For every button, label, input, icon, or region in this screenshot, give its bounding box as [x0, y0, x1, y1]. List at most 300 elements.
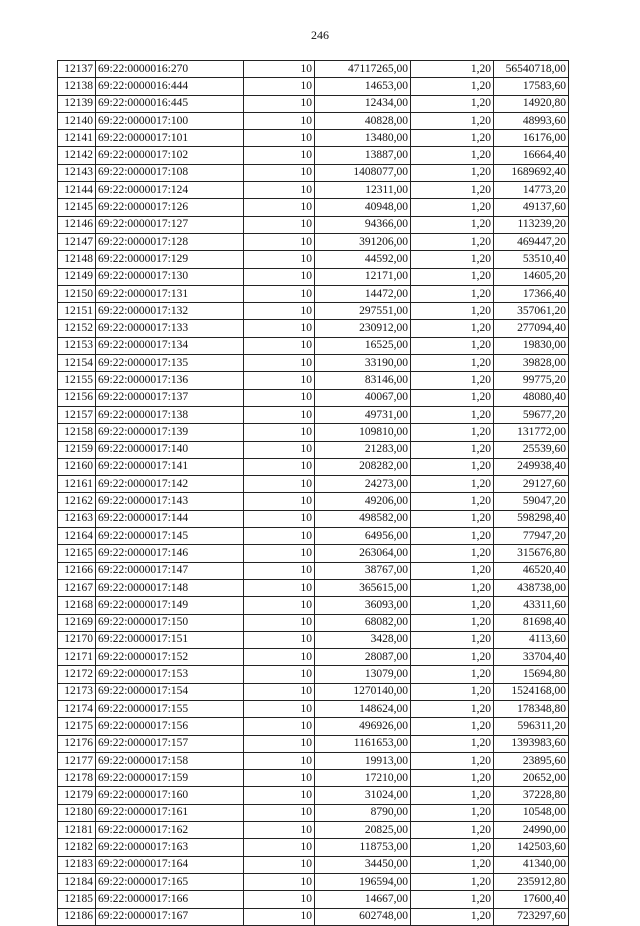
row-number-cell: 12157 [58, 406, 96, 423]
value-b-cell: 36093,00 [315, 597, 411, 614]
value-b-cell: 496926,00 [315, 718, 411, 735]
value-a-cell: 10 [244, 251, 315, 268]
value-a-cell: 10 [244, 389, 315, 406]
cadastral-number-cell: 69:22:0000017:150 [96, 614, 244, 631]
result-cell: 357061,20 [494, 303, 569, 320]
row-number-cell: 12173 [58, 683, 96, 700]
value-b-cell: 13887,00 [315, 147, 411, 164]
value-b-cell: 14667,00 [315, 891, 411, 908]
value-b-cell: 208282,00 [315, 458, 411, 475]
value-a-cell: 10 [244, 597, 315, 614]
result-cell: 53510,40 [494, 251, 569, 268]
value-a-cell: 10 [244, 233, 315, 250]
table-row [58, 268, 569, 285]
row-number-cell: 12153 [58, 337, 96, 354]
cadastral-number-cell: 69:22:0000017:147 [96, 562, 244, 579]
cadastral-number-cell: 69:22:0000017:140 [96, 441, 244, 458]
row-number-cell: 12162 [58, 493, 96, 510]
value-a-cell: 10 [244, 406, 315, 423]
value-b-cell: 20825,00 [315, 822, 411, 839]
value-b-cell: 13480,00 [315, 130, 411, 147]
row-number-cell: 12185 [58, 891, 96, 908]
table-row [58, 683, 569, 700]
coefficient-cell: 1,20 [411, 683, 494, 700]
table-row [58, 233, 569, 250]
cadastral-number-cell: 69:22:0000017:108 [96, 164, 244, 181]
table-row [58, 804, 569, 821]
row-number-cell: 12144 [58, 182, 96, 199]
value-b-cell: 148624,00 [315, 700, 411, 717]
coefficient-cell: 1,20 [411, 891, 494, 908]
row-number-cell: 12150 [58, 285, 96, 302]
value-a-cell: 10 [244, 649, 315, 666]
table-row [58, 95, 569, 112]
row-number-cell: 12164 [58, 528, 96, 545]
value-a-cell: 10 [244, 303, 315, 320]
result-cell: 46520,40 [494, 562, 569, 579]
coefficient-cell: 1,20 [411, 597, 494, 614]
result-cell: 598298,40 [494, 510, 569, 527]
table-row [58, 147, 569, 164]
value-a-cell: 10 [244, 614, 315, 631]
coefficient-cell: 1,20 [411, 424, 494, 441]
cadastral-number-cell: 69:22:0000017:151 [96, 631, 244, 648]
value-b-cell: 40067,00 [315, 389, 411, 406]
cadastral-number-cell: 69:22:0000017:139 [96, 424, 244, 441]
table-row [58, 528, 569, 545]
cadastral-number-cell: 69:22:0000017:167 [96, 908, 244, 925]
coefficient-cell: 1,20 [411, 320, 494, 337]
value-b-cell: 14653,00 [315, 78, 411, 95]
value-a-cell: 10 [244, 164, 315, 181]
table-row [58, 839, 569, 856]
value-a-cell: 10 [244, 285, 315, 302]
row-number-cell: 12180 [58, 804, 96, 821]
row-number-cell: 12159 [58, 441, 96, 458]
table-row [58, 303, 569, 320]
value-b-cell: 263064,00 [315, 545, 411, 562]
value-b-cell: 365615,00 [315, 579, 411, 596]
table-row [58, 372, 569, 389]
cadastral-number-cell: 69:22:0000017:101 [96, 130, 244, 147]
table-row [58, 700, 569, 717]
value-a-cell: 10 [244, 441, 315, 458]
table-body [58, 61, 569, 926]
value-b-cell: 3428,00 [315, 631, 411, 648]
coefficient-cell: 1,20 [411, 562, 494, 579]
row-number-cell: 12168 [58, 597, 96, 614]
coefficient-cell: 1,20 [411, 251, 494, 268]
cadastral-number-cell: 69:22:0000017:130 [96, 268, 244, 285]
row-number-cell: 12140 [58, 112, 96, 129]
cadastral-number-cell: 69:22:0000016:270 [96, 61, 244, 78]
coefficient-cell: 1,20 [411, 735, 494, 752]
value-a-cell: 10 [244, 510, 315, 527]
table-row [58, 873, 569, 890]
value-b-cell: 64956,00 [315, 528, 411, 545]
table-row [58, 614, 569, 631]
cadastral-number-cell: 69:22:0000017:142 [96, 476, 244, 493]
result-cell: 277094,40 [494, 320, 569, 337]
coefficient-cell: 1,20 [411, 458, 494, 475]
value-a-cell: 10 [244, 78, 315, 95]
row-number-cell: 12183 [58, 856, 96, 873]
result-cell: 20652,00 [494, 770, 569, 787]
table-row [58, 320, 569, 337]
value-a-cell: 10 [244, 804, 315, 821]
cadastral-number-cell: 69:22:0000017:137 [96, 389, 244, 406]
table-row [58, 389, 569, 406]
value-b-cell: 38767,00 [315, 562, 411, 579]
cadastral-number-cell: 69:22:0000016:444 [96, 78, 244, 95]
result-cell: 49137,60 [494, 199, 569, 216]
coefficient-cell: 1,20 [411, 441, 494, 458]
cadastral-number-cell: 69:22:0000017:131 [96, 285, 244, 302]
value-b-cell: 12434,00 [315, 95, 411, 112]
result-cell: 1689692,40 [494, 164, 569, 181]
row-number-cell: 12163 [58, 510, 96, 527]
result-cell: 16664,40 [494, 147, 569, 164]
result-cell: 249938,40 [494, 458, 569, 475]
row-number-cell: 12138 [58, 78, 96, 95]
value-a-cell: 10 [244, 337, 315, 354]
value-a-cell: 10 [244, 476, 315, 493]
table-row [58, 199, 569, 216]
coefficient-cell: 1,20 [411, 130, 494, 147]
coefficient-cell: 1,20 [411, 908, 494, 925]
result-cell: 1393983,60 [494, 735, 569, 752]
table-row [58, 476, 569, 493]
value-a-cell: 10 [244, 822, 315, 839]
table-row [58, 891, 569, 908]
row-number-cell: 12182 [58, 839, 96, 856]
value-b-cell: 16525,00 [315, 337, 411, 354]
value-a-cell: 10 [244, 458, 315, 475]
coefficient-cell: 1,20 [411, 873, 494, 890]
cadastral-number-cell: 69:22:0000017:144 [96, 510, 244, 527]
table-row [58, 78, 569, 95]
table-row [58, 752, 569, 769]
cadastral-number-cell: 69:22:0000017:132 [96, 303, 244, 320]
row-number-cell: 12167 [58, 579, 96, 596]
row-number-cell: 12148 [58, 251, 96, 268]
value-a-cell: 10 [244, 268, 315, 285]
table-row [58, 822, 569, 839]
cadastral-number-cell: 69:22:0000017:155 [96, 700, 244, 717]
row-number-cell: 12142 [58, 147, 96, 164]
result-cell: 24990,00 [494, 822, 569, 839]
row-number-cell: 12179 [58, 787, 96, 804]
value-a-cell: 10 [244, 320, 315, 337]
cadastral-number-cell: 69:22:0000017:164 [96, 856, 244, 873]
table-row [58, 337, 569, 354]
value-b-cell: 28087,00 [315, 649, 411, 666]
table-row [58, 251, 569, 268]
result-cell: 48080,40 [494, 389, 569, 406]
coefficient-cell: 1,20 [411, 528, 494, 545]
result-cell: 142503,60 [494, 839, 569, 856]
row-number-cell: 12177 [58, 752, 96, 769]
row-number-cell: 12184 [58, 873, 96, 890]
value-b-cell: 8790,00 [315, 804, 411, 821]
table-row [58, 510, 569, 527]
row-number-cell: 12170 [58, 631, 96, 648]
value-b-cell: 14472,00 [315, 285, 411, 302]
result-cell: 33704,40 [494, 649, 569, 666]
value-b-cell: 47117265,00 [315, 61, 411, 78]
coefficient-cell: 1,20 [411, 579, 494, 596]
coefficient-cell: 1,20 [411, 666, 494, 683]
cadastral-number-cell: 69:22:0000017:162 [96, 822, 244, 839]
coefficient-cell: 1,20 [411, 199, 494, 216]
result-cell: 438738,00 [494, 579, 569, 596]
cadastral-number-cell: 69:22:0000017:128 [96, 233, 244, 250]
result-cell: 41340,00 [494, 856, 569, 873]
result-cell: 29127,60 [494, 476, 569, 493]
value-b-cell: 49206,00 [315, 493, 411, 510]
coefficient-cell: 1,20 [411, 355, 494, 372]
coefficient-cell: 1,20 [411, 839, 494, 856]
table-row [58, 130, 569, 147]
result-cell: 131772,00 [494, 424, 569, 441]
value-b-cell: 24273,00 [315, 476, 411, 493]
result-cell: 39828,00 [494, 355, 569, 372]
table-row [58, 856, 569, 873]
value-b-cell: 31024,00 [315, 787, 411, 804]
cadastral-number-cell: 69:22:0000017:127 [96, 216, 244, 233]
cadastral-number-cell: 69:22:0000017:157 [96, 735, 244, 752]
coefficient-cell: 1,20 [411, 822, 494, 839]
result-cell: 37228,80 [494, 787, 569, 804]
cadastral-number-cell: 69:22:0000017:160 [96, 787, 244, 804]
result-cell: 81698,40 [494, 614, 569, 631]
row-number-cell: 12181 [58, 822, 96, 839]
value-b-cell: 1161653,00 [315, 735, 411, 752]
row-number-cell: 12169 [58, 614, 96, 631]
row-number-cell: 12158 [58, 424, 96, 441]
coefficient-cell: 1,20 [411, 147, 494, 164]
result-cell: 19830,00 [494, 337, 569, 354]
value-a-cell: 10 [244, 528, 315, 545]
table-row [58, 545, 569, 562]
table-row [58, 908, 569, 925]
row-number-cell: 12151 [58, 303, 96, 320]
coefficient-cell: 1,20 [411, 372, 494, 389]
result-cell: 469447,20 [494, 233, 569, 250]
coefficient-cell: 1,20 [411, 770, 494, 787]
row-number-cell: 12137 [58, 61, 96, 78]
table-row [58, 718, 569, 735]
coefficient-cell: 1,20 [411, 493, 494, 510]
result-cell: 15694,80 [494, 666, 569, 683]
value-b-cell: 13079,00 [315, 666, 411, 683]
row-number-cell: 12186 [58, 908, 96, 925]
value-a-cell: 10 [244, 147, 315, 164]
coefficient-cell: 1,20 [411, 752, 494, 769]
result-cell: 17366,40 [494, 285, 569, 302]
coefficient-cell: 1,20 [411, 856, 494, 873]
table-row [58, 164, 569, 181]
value-b-cell: 83146,00 [315, 372, 411, 389]
cadastral-number-cell: 69:22:0000017:136 [96, 372, 244, 389]
value-a-cell: 10 [244, 562, 315, 579]
result-cell: 596311,20 [494, 718, 569, 735]
cadastral-number-cell: 69:22:0000017:129 [96, 251, 244, 268]
value-a-cell: 10 [244, 130, 315, 147]
value-a-cell: 10 [244, 752, 315, 769]
value-b-cell: 40948,00 [315, 199, 411, 216]
result-cell: 77947,20 [494, 528, 569, 545]
result-cell: 59677,20 [494, 406, 569, 423]
value-a-cell: 10 [244, 199, 315, 216]
cadastral-number-cell: 69:22:0000017:154 [96, 683, 244, 700]
data-table [57, 60, 569, 926]
table-row [58, 182, 569, 199]
result-cell: 25539,60 [494, 441, 569, 458]
coefficient-cell: 1,20 [411, 614, 494, 631]
cadastral-number-cell: 69:22:0000017:135 [96, 355, 244, 372]
value-b-cell: 40828,00 [315, 112, 411, 129]
coefficient-cell: 1,20 [411, 787, 494, 804]
value-a-cell: 10 [244, 718, 315, 735]
result-cell: 16176,00 [494, 130, 569, 147]
value-b-cell: 21283,00 [315, 441, 411, 458]
coefficient-cell: 1,20 [411, 718, 494, 735]
table-row [58, 597, 569, 614]
row-number-cell: 12156 [58, 389, 96, 406]
value-a-cell: 10 [244, 493, 315, 510]
coefficient-cell: 1,20 [411, 804, 494, 821]
table-row [58, 458, 569, 475]
result-cell: 235912,80 [494, 873, 569, 890]
coefficient-cell: 1,20 [411, 216, 494, 233]
value-a-cell: 10 [244, 182, 315, 199]
result-cell: 10548,00 [494, 804, 569, 821]
coefficient-cell: 1,20 [411, 268, 494, 285]
coefficient-cell: 1,20 [411, 61, 494, 78]
row-number-cell: 12178 [58, 770, 96, 787]
cadastral-number-cell: 69:22:0000017:156 [96, 718, 244, 735]
cadastral-number-cell: 69:22:0000017:158 [96, 752, 244, 769]
table-row [58, 562, 569, 579]
row-number-cell: 12143 [58, 164, 96, 181]
result-cell: 178348,80 [494, 700, 569, 717]
row-number-cell: 12171 [58, 649, 96, 666]
coefficient-cell: 1,20 [411, 303, 494, 320]
value-b-cell: 297551,00 [315, 303, 411, 320]
value-b-cell: 94366,00 [315, 216, 411, 233]
table-row [58, 579, 569, 596]
page-number: 246 [311, 28, 329, 42]
coefficient-cell: 1,20 [411, 476, 494, 493]
coefficient-cell: 1,20 [411, 285, 494, 302]
value-a-cell: 10 [244, 787, 315, 804]
cadastral-number-cell: 69:22:0000016:445 [96, 95, 244, 112]
cadastral-number-cell: 69:22:0000017:138 [96, 406, 244, 423]
coefficient-cell: 1,20 [411, 182, 494, 199]
cadastral-number-cell: 69:22:0000017:165 [96, 873, 244, 890]
table-row [58, 649, 569, 666]
coefficient-cell: 1,20 [411, 545, 494, 562]
table-row [58, 285, 569, 302]
result-cell: 99775,20 [494, 372, 569, 389]
coefficient-cell: 1,20 [411, 649, 494, 666]
table-row [58, 493, 569, 510]
value-b-cell: 12171,00 [315, 268, 411, 285]
result-cell: 59047,20 [494, 493, 569, 510]
row-number-cell: 12152 [58, 320, 96, 337]
cadastral-number-cell: 69:22:0000017:100 [96, 112, 244, 129]
row-number-cell: 12166 [58, 562, 96, 579]
value-b-cell: 1408077,00 [315, 164, 411, 181]
row-number-cell: 12149 [58, 268, 96, 285]
value-a-cell: 10 [244, 61, 315, 78]
value-b-cell: 12311,00 [315, 182, 411, 199]
cadastral-number-cell: 69:22:0000017:145 [96, 528, 244, 545]
value-b-cell: 196594,00 [315, 873, 411, 890]
result-cell: 23895,60 [494, 752, 569, 769]
cadastral-number-cell: 69:22:0000017:159 [96, 770, 244, 787]
result-cell: 48993,60 [494, 112, 569, 129]
coefficient-cell: 1,20 [411, 164, 494, 181]
value-a-cell: 10 [244, 856, 315, 873]
value-a-cell: 10 [244, 112, 315, 129]
cadastral-number-cell: 69:22:0000017:143 [96, 493, 244, 510]
value-b-cell: 68082,00 [315, 614, 411, 631]
row-number-cell: 12146 [58, 216, 96, 233]
value-a-cell: 10 [244, 355, 315, 372]
value-a-cell: 10 [244, 545, 315, 562]
table-row [58, 666, 569, 683]
row-number-cell: 12175 [58, 718, 96, 735]
row-number-cell: 12176 [58, 735, 96, 752]
coefficient-cell: 1,20 [411, 95, 494, 112]
result-cell: 723297,60 [494, 908, 569, 925]
value-b-cell: 1270140,00 [315, 683, 411, 700]
table-row [58, 406, 569, 423]
value-b-cell: 391206,00 [315, 233, 411, 250]
value-a-cell: 10 [244, 700, 315, 717]
value-a-cell: 10 [244, 839, 315, 856]
table-row [58, 112, 569, 129]
table-row [58, 441, 569, 458]
table-row [58, 216, 569, 233]
table-row [58, 355, 569, 372]
result-cell: 4113,60 [494, 631, 569, 648]
cadastral-number-cell: 69:22:0000017:124 [96, 182, 244, 199]
cadastral-number-cell: 69:22:0000017:153 [96, 666, 244, 683]
value-a-cell: 10 [244, 579, 315, 596]
row-number-cell: 12161 [58, 476, 96, 493]
coefficient-cell: 1,20 [411, 233, 494, 250]
value-a-cell: 10 [244, 873, 315, 890]
value-a-cell: 10 [244, 372, 315, 389]
value-a-cell: 10 [244, 891, 315, 908]
value-b-cell: 17210,00 [315, 770, 411, 787]
value-b-cell: 602748,00 [315, 908, 411, 925]
result-cell: 17600,40 [494, 891, 569, 908]
table-row [58, 424, 569, 441]
row-number-cell: 12141 [58, 130, 96, 147]
value-a-cell: 10 [244, 424, 315, 441]
cadastral-number-cell: 69:22:0000017:166 [96, 891, 244, 908]
coefficient-cell: 1,20 [411, 78, 494, 95]
cadastral-number-cell: 69:22:0000017:161 [96, 804, 244, 821]
cadastral-number-cell: 69:22:0000017:163 [96, 839, 244, 856]
row-number-cell: 12172 [58, 666, 96, 683]
table-row [58, 631, 569, 648]
row-number-cell: 12165 [58, 545, 96, 562]
